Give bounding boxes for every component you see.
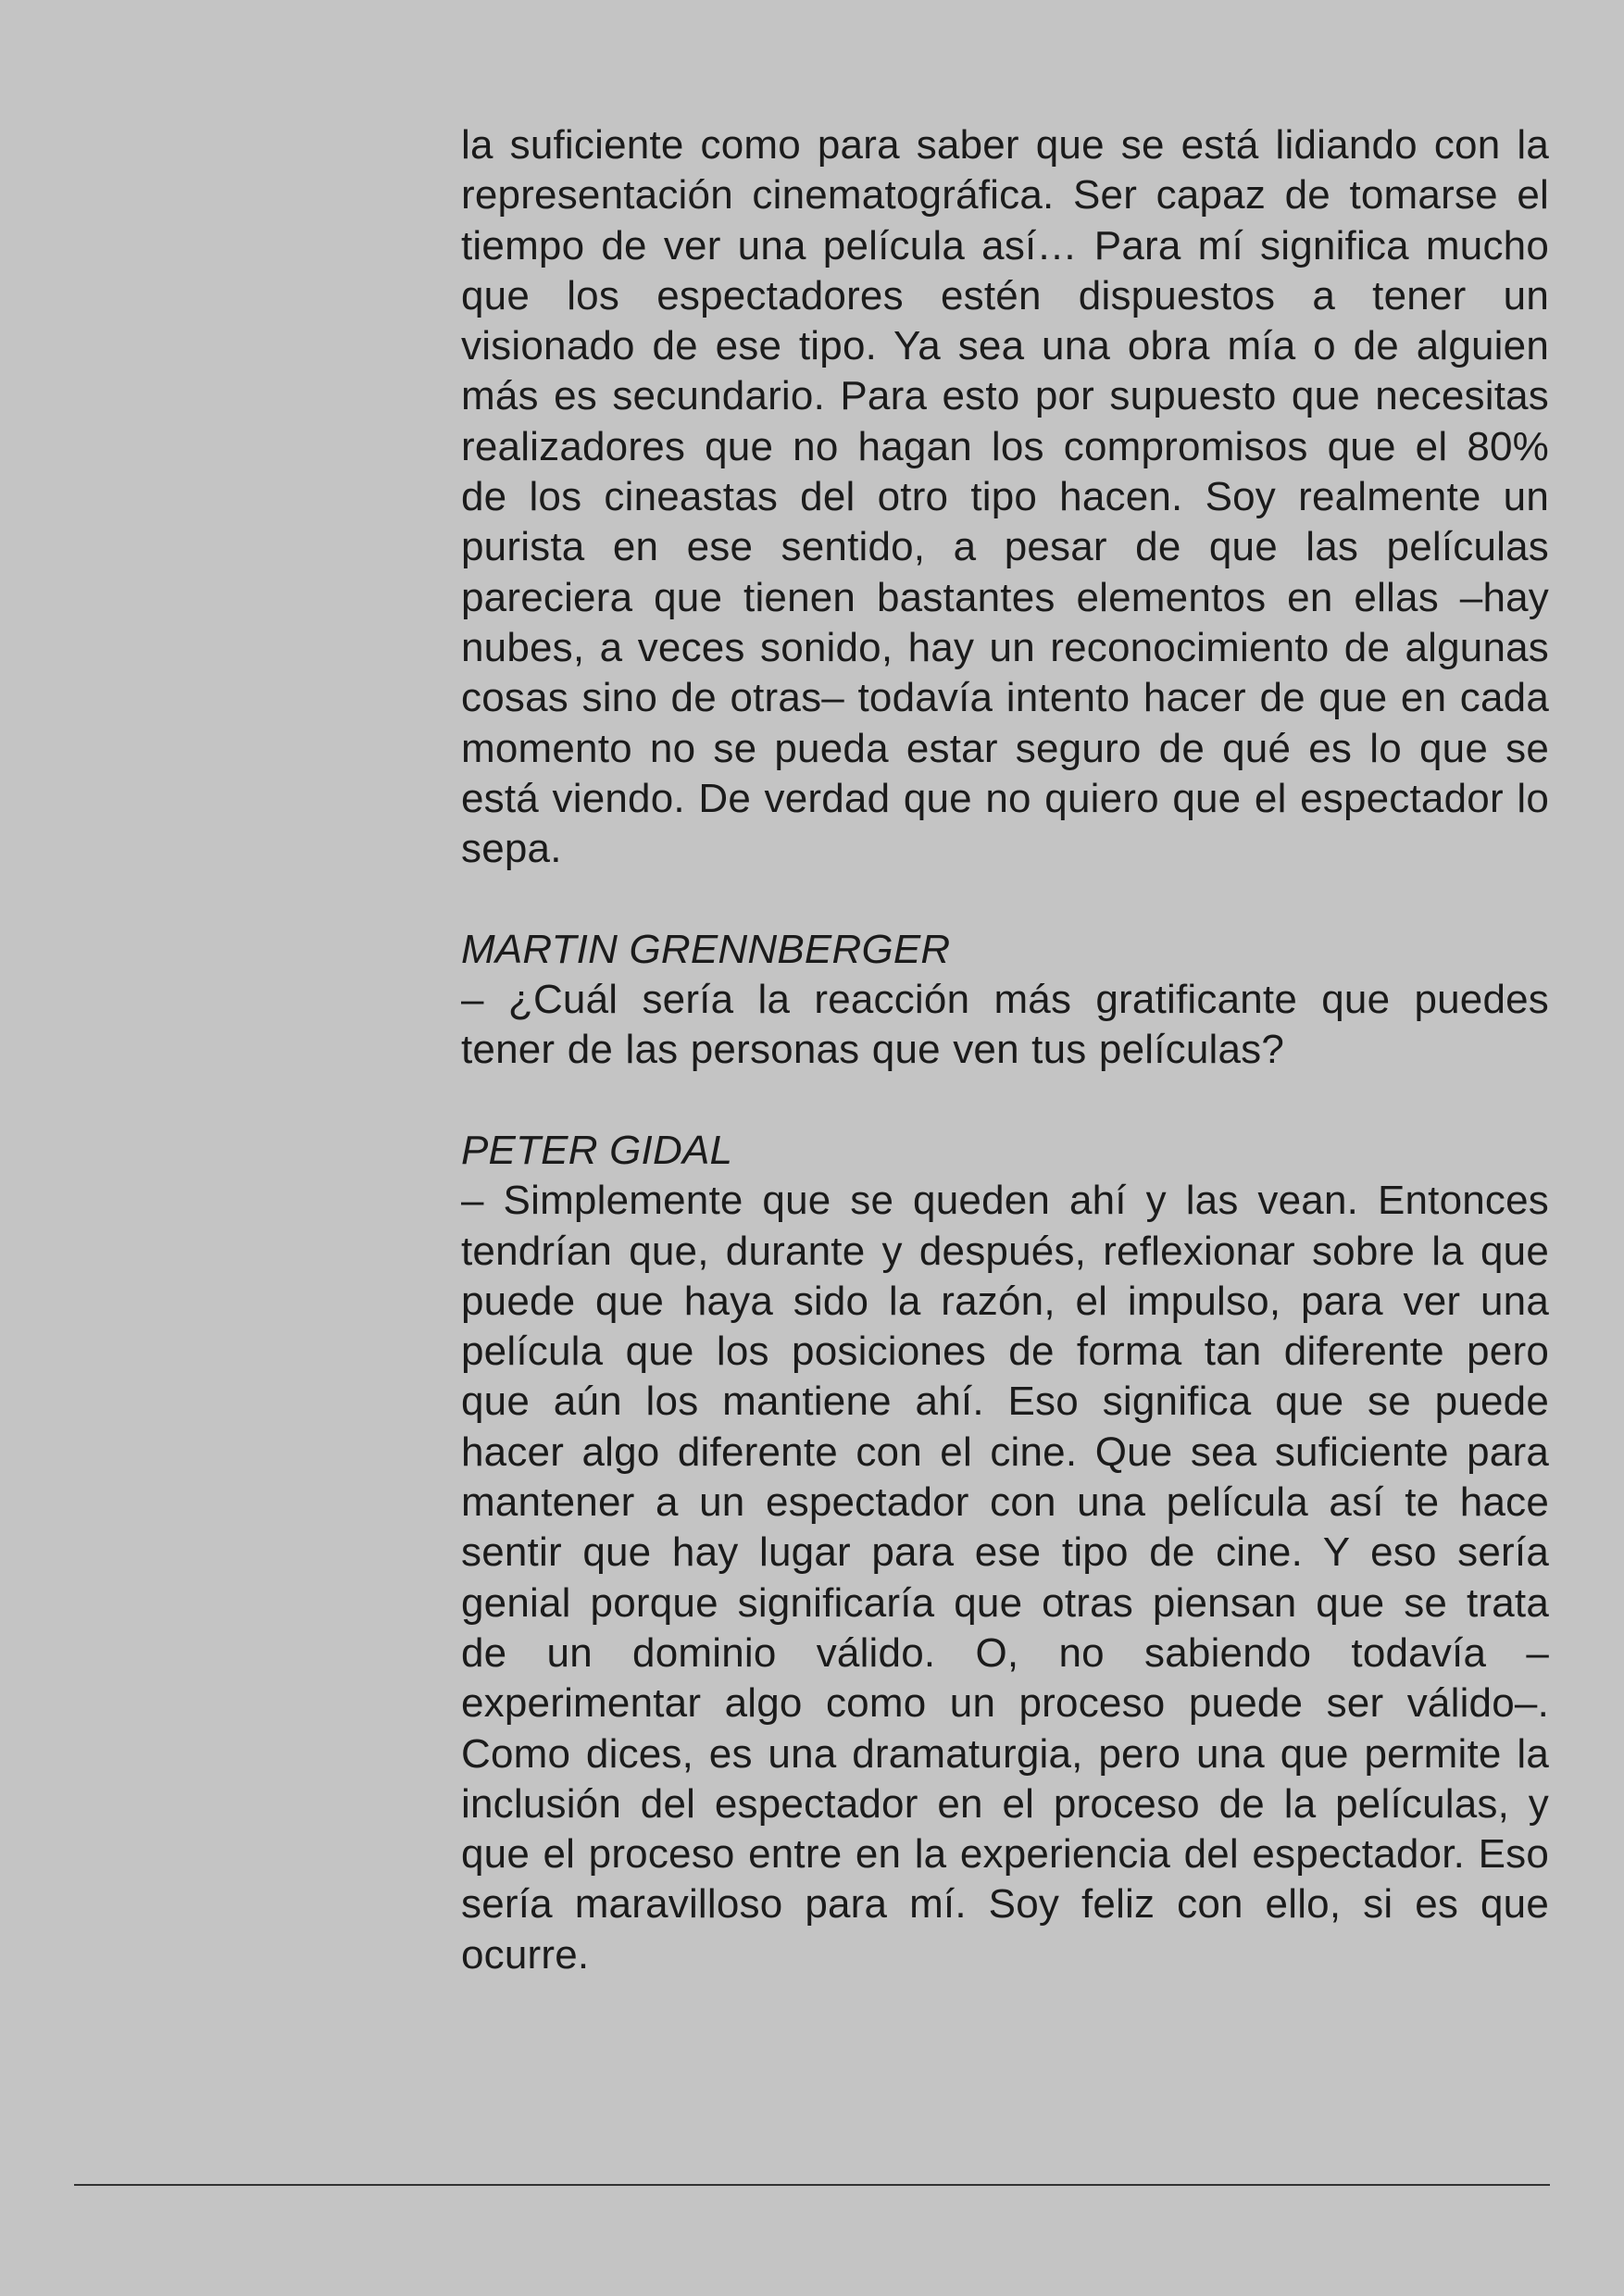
footer-rule: [74, 2184, 1550, 2186]
interviewer-name: MARTIN GRENNBERGER: [461, 926, 951, 972]
question-text: – ¿Cuál sería la reacción más gratificante que puedes tener de las personas que ven tus películas?: [461, 977, 1549, 1073]
paragraph-continued: la suficiente como para saber que se está lidiando con la representación cinematográfica. Ser capaz de tomarse el tiempo de ver una película así… Para mí significa mucho que los espectadores estén dispuestos a tener un visionado de ese tipo. Ya sea una obra mía o de alguien más es secundario. Para esto por supuesto que necesitas realizadores que no hagan los compromisos que el 80% de los cineastas del otro tipo hacen. Soy realmente un purista en ese sentido, a pesar de que las películas pareciera que tienen bastantes elementos en ellas –hay nubes, a veces sonido, hay un reconocimiento de algunas cosas sino de otras– todavía intento hacer de que en cada momento no se pueda estar seguro de qué es lo que se está viendo. De verdad que no quiero que el espectador lo sepa.: [461, 122, 1549, 872]
text-column: [461, 120, 1549, 1980]
interviewee-name: PETER GIDAL: [461, 1127, 733, 1173]
spacer: [461, 1076, 1549, 1126]
answer-text: – Simplemente que se queden ahí y las vean. Entonces tendrían que, durante y después, reflexionar sobre la que puede que haya sido la razón, el impulso, para ver una película que los posiciones de forma tan diferente pero que aún los mantiene ahí. Eso significa que se puede hacer algo diferente con el cine. Que sea suficiente para mantener a un espectador con una película así te hace sentir que hay lugar para ese tipo de cine. Y eso sería genial porque significaría que otras piensan que se trata de un dominio válido. O, no sabiendo todavía –experimentar algo como un proceso puede ser válido–. Como dices, es una dramaturgia, pero una que permite la inclusión del espectador en el proceso de la películas, y que el proceso entre en la experiencia del espectador. Eso sería maravilloso para mí. Soy feliz con ello, si es que ocurre.: [461, 1178, 1549, 1978]
spacer: [461, 874, 1549, 924]
